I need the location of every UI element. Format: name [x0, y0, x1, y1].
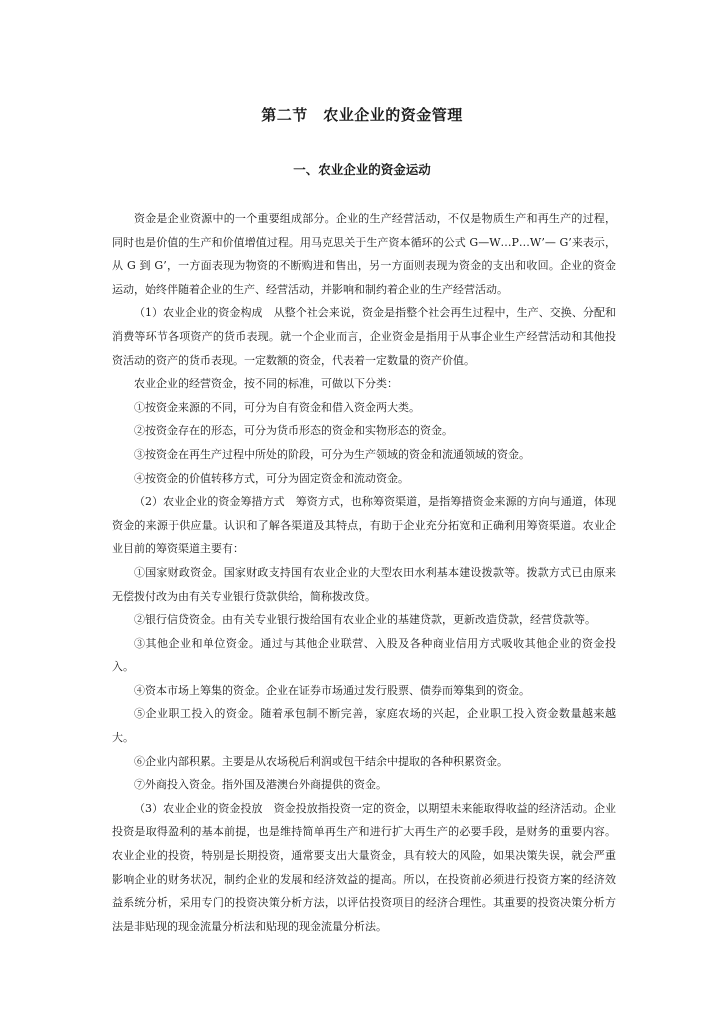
paragraph-financing-methods: （2）农业企业的资金筹措方式 筹资方式，也称筹资渠道，是指筹措资金来源的方向与通道，体现资金的来源于供应量。认识和了解各渠道及其特点，有助于企业充分拓宽和正确利用筹资渠道。农业企业目前的筹资渠道主要有：	[112, 495, 616, 556]
paragraph-intro: 资金是企业资源中的一个重要组成部分。企业的生产经营活动，不仅是物质生产和再生产的过程，同时也是价值的生产和价值增值过程。用马克思关于生产资本循环的公式 G—W…P…W’— G’来表示，从 G 到 G’，一方面表现为物资的不断购进和售出，另一方面则表现为资金的支出和收回。企业的资金运动，始终伴随着企业的生产、经营活动，并影响和制约着企业的生产经营活动。	[112, 212, 616, 296]
list-item: ④按资金的价值转移方式，可分为固定资金和流动资金。	[134, 471, 409, 485]
list-item: ②按资金存在的形态，可分为货币形态的资金和实物形态的资金。	[134, 424, 453, 438]
paragraph-classification-intro: 农业企业的经营资金，按不同的标准，可做以下分类：	[134, 377, 398, 391]
paragraph-capital-investment: （3）农业企业的资金投放 资金投放指投资一定的资金，以期望未来能取得收益的经济活动。企业投资是取得盈利的基本前提，也是维持简单再生产和进行扩大再生产的必要手段，是财务的重要内容。农业企业的投资，特别是长期投资，通常要支出大量资金，具有较大的风险，如果决策失误，就会严重影响企业的财务状况，制约企业的发展和经济效益的提高。所以，在投资前必须进行投资方案的经济效益系统分析，采用专门的投资决策分析方法，以评估投资项目的经济合理性。其重要的投资决策分析方法是非贴现的现金流量分析法和贴现的现金流量分析法。	[112, 801, 616, 933]
list-item: ⑥企业内部积累。主要是从农场税后利润或包干结余中提取的各种积累资金。	[134, 754, 508, 768]
list-item: ②银行信贷资金。由有关专业银行拨给国有农业企业的基建贷款，更新改造贷款，经营贷款等。	[134, 613, 596, 627]
paragraph-capital-composition: （1）农业企业的资金构成 从整个社会来说，资金是指整个社会再生过程中，生产、交换、分配和消费等环节各项资产的货币表现。就一个企业而言，企业资金是指用于从事企业生产经营活动和其他投资活动的资产的货币表现。一定数额的资金，代表着一定数量的资产价值。	[112, 306, 616, 367]
list-item: ④资本市场上筹集的资金。企业在证券市场通过发行股票、债券而筹集到的资金。	[134, 683, 530, 697]
subsection-title: 一、农业企业的资金运动	[293, 162, 431, 177]
list-item: ③其他企业和单位资金。通过与其他企业联营、入股及各种商业信用方式吸收其他企业的资金投入。	[112, 636, 616, 674]
list-item: ⑤企业职工投入的资金。随着承包制不断完善，家庭农场的兴起，企业职工投入资金数量越来越大。	[112, 707, 616, 745]
section-title: 第二节 农业企业的资金管理	[261, 106, 463, 124]
list-item: ①按资金来源的不同，可分为自有资金和借入资金两大类。	[134, 400, 420, 414]
list-item: ①国家财政资金。国家财政支持国有农业企业的大型农田水利基本建设拨款等。拨款方式已由原来无偿拨付改为由有关专业银行贷款供给，简称拨改贷。	[112, 565, 616, 603]
body-text	[112, 207, 616, 938]
list-item: ③按资金在再生产过程中所处的阶段，可分为生产领域的资金和流通领域的资金。	[134, 447, 530, 461]
list-item: ⑦外商投入资金。指外国及港澳台外商提供的资金。	[134, 778, 387, 792]
